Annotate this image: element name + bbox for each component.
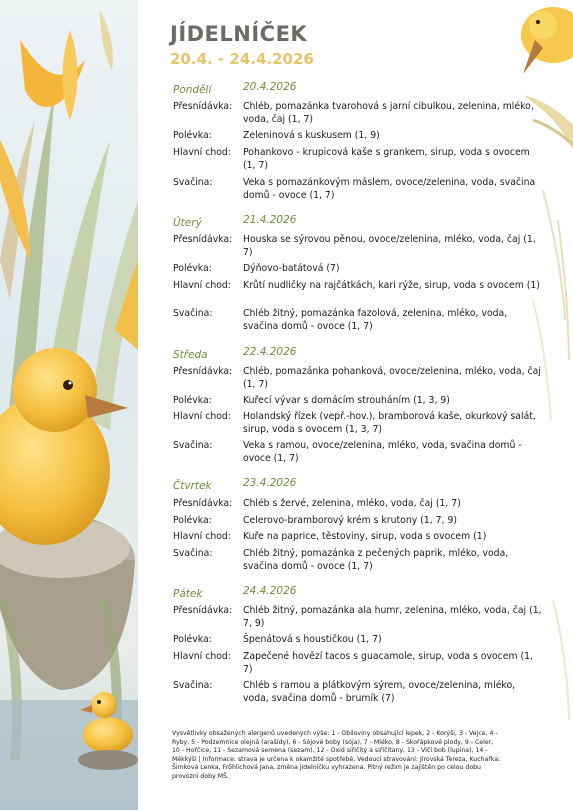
- label-main: Hlavní chod:: [173, 147, 231, 158]
- value-soup: Kuřecí vývar s domácím strouháním (1, 3, 9): [243, 395, 450, 406]
- label-main: Hlavní chod:: [173, 280, 231, 291]
- value-main: Holandský řízek (vepř.-hov.), bramborová kaše, okurkový salát, sirup, voda s ovocem (1, 3, 7): [243, 411, 536, 435]
- label-snack2: Svačina:: [173, 680, 213, 691]
- duckling-illustration: [0, 0, 138, 810]
- value-main: Kuře na paprice, těstoviny, sirup, voda s ovocem (1): [243, 531, 487, 542]
- label-snack1: Přesnídávka:: [173, 101, 233, 112]
- day-name: Čtvrtek: [173, 480, 212, 492]
- day-name: Pátek: [173, 588, 203, 600]
- day-date: 24.4.2026: [243, 585, 297, 597]
- label-snack2: Svačina:: [173, 548, 213, 559]
- value-snack2: Veka s pomazánkovým máslem, ovoce/zelenina, voda, svačina domů - ovoce (1, 7): [243, 177, 536, 201]
- label-soup: Polévka:: [173, 634, 212, 645]
- label-snack2: Svačina:: [173, 308, 213, 319]
- value-snack1: Chléb žitný, pomazánka ala humr, zelenina, mléko, voda, čaj (1, 7, 9): [243, 605, 542, 629]
- value-snack1: Chléb, pomazánka tvarohová s jarní cibulkou, zelenina, mléko, voda, čaj (1, 7): [243, 101, 534, 125]
- label-snack1: Přesnídávka:: [173, 605, 233, 616]
- label-snack1: Přesnídávka:: [173, 366, 233, 377]
- value-main: Pohankovo - krupicová kaše s grankem, sirup, voda s ovocem (1, 7): [243, 147, 530, 171]
- value-snack2: Chléb žitný, pomazánka z pečených paprik, mléko, voda, svačina domů - ovoce (1, 7): [243, 548, 509, 572]
- label-soup: Polévka:: [173, 130, 212, 141]
- day-date: 22.4.2026: [243, 346, 297, 358]
- label-snack1: Přesnídávka:: [173, 234, 233, 245]
- day-date: 20.4.2026: [243, 81, 297, 93]
- value-main: Zapečené hovězí tacos s guacamole, sirup, voda s ovocem (1, 7): [243, 651, 534, 675]
- day-name: Pondělí: [173, 84, 212, 96]
- value-main: Krůtí nudličky na rajčátkách, kari rýže, sirup, voda s ovocem (1): [243, 280, 540, 291]
- day-date: 21.4.2026: [243, 214, 297, 226]
- value-snack1: Houska se sýrovou pěnou, ovoce/zelenina, mléko, voda, čaj (1, 7): [243, 234, 536, 258]
- label-soup: Polévka:: [173, 515, 212, 526]
- week-date-range: 20.4. - 24.4.2026: [170, 50, 314, 68]
- value-soup: Zeleninová s kuskusem (1, 9): [243, 130, 380, 141]
- value-soup: Dýňovo-batátová (7): [243, 263, 340, 274]
- label-main: Hlavní chod:: [173, 531, 231, 542]
- day-name: Úterý: [173, 217, 202, 229]
- value-snack2: Veka s ramou, ovoce/zelenina, mléko, voda, svačina domů - ovoce (1, 7): [243, 440, 522, 464]
- value-snack2: Chléb s ramou a plátkovým sýrem, ovoce/zelenina, mléko, voda, svačina domů - brumík (7): [243, 680, 516, 704]
- label-snack2: Svačina:: [173, 440, 213, 451]
- day-date: 23.4.2026: [243, 477, 297, 489]
- value-soup: Celerovo-bramborový krém s krutony (1, 7, 9): [243, 515, 458, 526]
- label-soup: Polévka:: [173, 395, 212, 406]
- value-snack1: Chléb, pomazánka pohanková, ovoce/zelenina, mléko, voda, čaj (1, 7): [243, 366, 541, 390]
- value-soup: Špenátová s houstičkou (1, 7): [243, 634, 382, 645]
- page-title: JÍDELNÍČEK: [170, 22, 308, 46]
- allergen-footnote: Vysvětlivky obsažených alergenů uvedených výše: 1 - Obiloviny obsahující lepek, 2 - Korýši, 3 - Vejce, 4 - Ryby, 5 - Podzemnice olejná (arašídy), 6 - Sójové boby (sója), 7 - Mléko, 8 - Skořápkové plody, 9 - Celer, 10 - Hořčice, 11 - Sezamová semena (sezam), 12 - Oxid siřičitý a siřičitany, 13 - Vlčí bob (lupina), 14 - Měkkýši | Informace: strava je určena k okamžité spotřebě, Vedoucí stravování: Jírovská Tereza, Kuchařka: Šimková Lenka, Frőhlichová Jana, změna jídelníčku vyhrazena. Pitný režim je zajištěn po celou dobu provozní doby MŠ.: [172, 730, 501, 780]
- label-soup: Polévka:: [173, 263, 212, 274]
- label-snack2: Svačina:: [173, 177, 213, 188]
- label-snack1: Přesnídávka:: [173, 498, 233, 509]
- value-snack1: Chléb s žervé, zelenina, mléko, voda, čaj (1, 7): [243, 498, 461, 509]
- label-main: Hlavní chod:: [173, 411, 231, 422]
- day-name: Středa: [173, 349, 208, 361]
- label-main: Hlavní chod:: [173, 651, 231, 662]
- value-snack2: Chléb žitný, pomazánka fazolová, zelenina, mléko, voda, svačina domů - ovoce (1, 7): [243, 308, 508, 332]
